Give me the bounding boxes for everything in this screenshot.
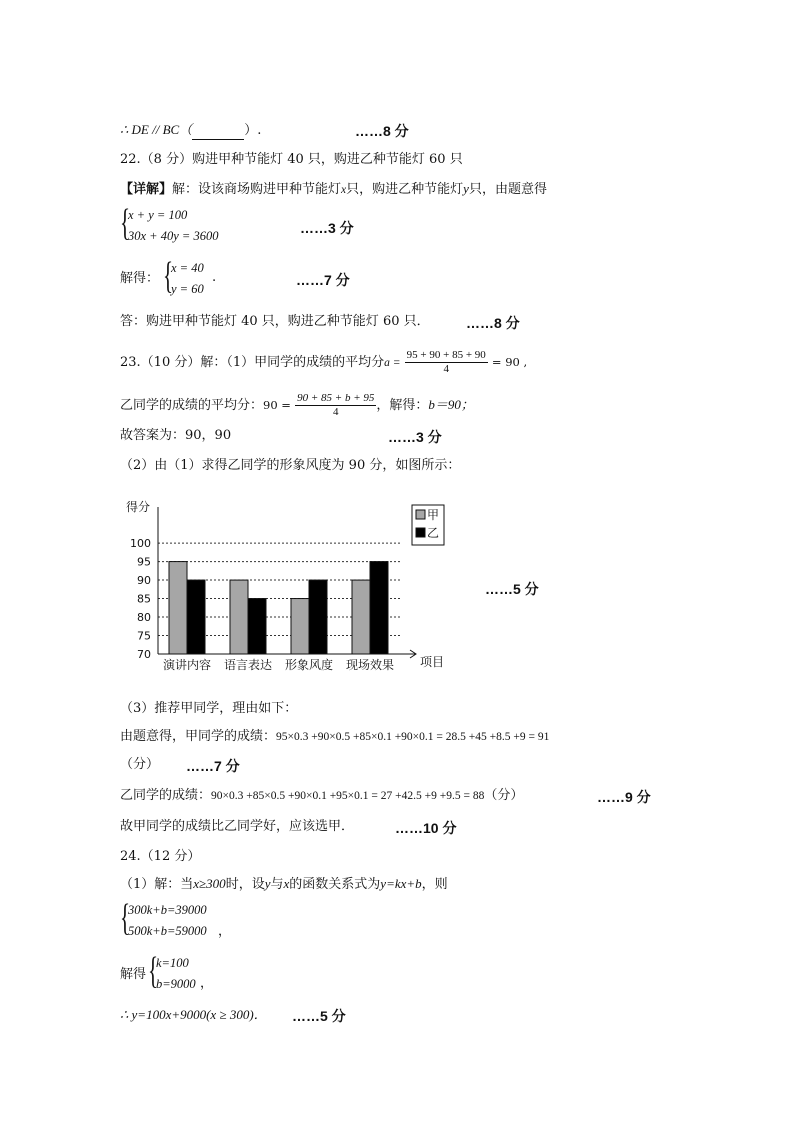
sol-2: y = 60 — [171, 282, 204, 296]
part3-l2-pre: 由题意得，甲同学的成绩： — [120, 729, 277, 744]
brace-solution-1: { — [163, 255, 174, 297]
category-label: 演讲内容 — [162, 658, 212, 672]
q24-sol-comma: ， — [200, 976, 214, 991]
bar-乙 — [187, 580, 205, 654]
part3-l4-pre: 乙同学的成绩： — [120, 788, 212, 803]
category-label: 形象风度 — [284, 658, 334, 672]
q23-part3: （3）推荐甲同学，理由如下： — [120, 701, 298, 716]
q24-solve-label: 解得 — [120, 967, 147, 982]
q24-line1 — [120, 875, 448, 894]
part3-l4-eq: 90×0.3 +85×0.5 +90×0.1 +95×0.1 = 27 +42.5 +9 +9.5 = 88 — [211, 790, 485, 802]
brace-system-2: { — [120, 897, 131, 939]
y-tick-label: 85 — [137, 592, 151, 606]
q23-head-text: 23.（10 分）解：（1）甲同学的成绩的平均分 — [120, 355, 385, 370]
q24-l1-mid3: 的函数关系式为 — [289, 877, 381, 892]
q24-y: y — [264, 876, 271, 891]
legend-label: 乙 — [427, 526, 440, 540]
q24-eq-comma: ， — [218, 924, 232, 939]
score-q23-5: ……10 分 — [395, 820, 457, 836]
score-q23-1: ……3 分 — [388, 429, 442, 445]
bar-乙 — [309, 580, 327, 654]
q24-x: x — [283, 876, 290, 891]
x-axis-label: 项目 — [420, 655, 445, 669]
q23-part3-line2 — [120, 728, 549, 746]
detail-tag: 【详解】 — [120, 182, 173, 197]
line2-pre: 乙同学的成绩的平均分： — [120, 398, 264, 413]
q24-l1-end: ，则 — [421, 877, 448, 892]
line2-post: ，解得： — [376, 398, 429, 413]
score-q22-1: ……3 分 — [300, 220, 354, 236]
y-tick-label: 90 — [137, 574, 151, 588]
legend-label: 甲 — [427, 508, 440, 522]
fraction-2 — [295, 392, 376, 419]
q22-answer: 答：购进甲种节能灯 40 只，购进乙种节能灯 60 只． — [120, 314, 430, 329]
q23-line2 — [120, 392, 474, 419]
q23-part2: （2）由（1）求得乙同学的形象风度为 90 分，如图所示： — [120, 458, 461, 473]
fraction-1 — [405, 349, 488, 376]
legend-swatch — [416, 528, 425, 537]
bar-甲 — [169, 562, 187, 654]
solution-system-1 — [171, 258, 204, 300]
detail-mid: 只，购进乙种节能灯 — [346, 182, 464, 197]
parallel-close: ）. — [244, 123, 262, 138]
score-q23-4: ……9 分 — [597, 789, 651, 805]
q24-func: y=kx+b — [380, 876, 422, 891]
q24-sol-2: b=9000 — [156, 977, 196, 991]
score-l1: ……8 分 — [355, 123, 409, 139]
q23-part3-line4 — [120, 787, 523, 805]
q23-heading — [120, 349, 527, 376]
q24-final — [120, 1006, 267, 1025]
brace-solution-2: { — [148, 950, 159, 992]
solve-label: 解得： — [120, 271, 160, 286]
y-axis-label: 得分 — [126, 500, 151, 514]
answer-blank[interactable] — [192, 125, 244, 140]
y-tick-label: 80 — [137, 611, 151, 625]
category-label: 现场效果 — [345, 658, 395, 672]
frac1-den: 4 — [443, 363, 449, 375]
part3-l2-eq: 95×0.3 +90×0.5 +85×0.1 +90×0.1 = 28.5 +45 +8.5 +9 = 91 — [276, 731, 550, 743]
bar-甲 — [352, 580, 370, 654]
q23-part3-line5: 故甲同学的成绩比乙同学好，应该选甲． — [120, 819, 355, 834]
q22-detail — [120, 180, 547, 199]
q24-final-eq: ∴ y=100x+9000(x ≥ 300)． — [120, 1007, 267, 1022]
q24-sol-1: k=100 — [156, 956, 189, 970]
sol-1: x = 40 — [171, 261, 204, 275]
q24-l1-pre: （1）解：当 — [120, 877, 194, 892]
score-q23-2: ……5 分 — [485, 581, 539, 597]
detail-tail: 只，由题意得 — [468, 182, 547, 197]
bar-甲 — [230, 580, 248, 654]
sol-end: . — [212, 270, 217, 285]
frac2-num: 90 + 85 + b + 95 — [297, 392, 375, 404]
eq-1: x + y = 100 — [128, 208, 188, 222]
y-tick-label: 95 — [137, 555, 151, 569]
q24-cond: x≥300 — [193, 876, 226, 891]
frac2-den: 4 — [332, 406, 339, 418]
a-eq: a = — [384, 357, 401, 369]
parallel-statement: ∴ DE // BC（ — [120, 122, 193, 137]
var-x: x — [341, 184, 347, 196]
part3-l4-unit: （分） — [484, 788, 524, 803]
score-q22-3: ……8 分 — [466, 315, 520, 331]
bar-乙 — [370, 562, 388, 654]
q24-heading: 24.（12 分） — [120, 849, 201, 864]
frac1-res: = 90 , — [491, 355, 528, 369]
eq2-left: 90 = — [263, 398, 291, 412]
score-q23-3: ……7 分 — [186, 758, 240, 774]
bar-chart — [120, 497, 460, 677]
y-tick-label: 70 — [137, 648, 151, 661]
q23-part3-line3: （分） — [120, 757, 160, 772]
q24-l1-mid: 时，设 — [225, 877, 265, 892]
legend-swatch — [416, 510, 425, 519]
q24-eq-1: 300k+b=39000 — [128, 903, 207, 917]
q24-l1-mid2: 与 — [270, 877, 284, 892]
equation-system-1 — [128, 205, 218, 247]
frac1-num: 95 + 90 + 85 + 90 — [406, 349, 486, 361]
detail-text: 解：设该商场购进甲种节能灯 — [172, 182, 342, 197]
score-q22-2: ……7 分 — [296, 272, 350, 288]
q22-heading: 22.（8 分）购进甲种节能灯 40 只，购进乙种节能灯 60 只 — [120, 152, 463, 167]
solution-system-2 — [156, 953, 196, 995]
eq-2: 30x + 40y = 3600 — [128, 229, 219, 243]
equation-system-2 — [128, 900, 207, 942]
category-label: 语言表达 — [223, 658, 273, 672]
line-parallel — [120, 121, 261, 140]
b-result: b＝90； — [428, 397, 474, 412]
q24-eq-2: 500k+b=59000 — [128, 924, 207, 938]
bar-甲 — [291, 599, 309, 654]
var-y: y — [463, 181, 469, 196]
y-tick-label: 75 — [137, 629, 151, 643]
brace-system-1: { — [120, 202, 131, 244]
y-tick-label: 100 — [130, 537, 151, 551]
score-q24-1: ……5 分 — [292, 1008, 346, 1024]
bar-乙 — [248, 599, 266, 654]
q23-line3: 故答案为：90，90 — [120, 428, 232, 443]
